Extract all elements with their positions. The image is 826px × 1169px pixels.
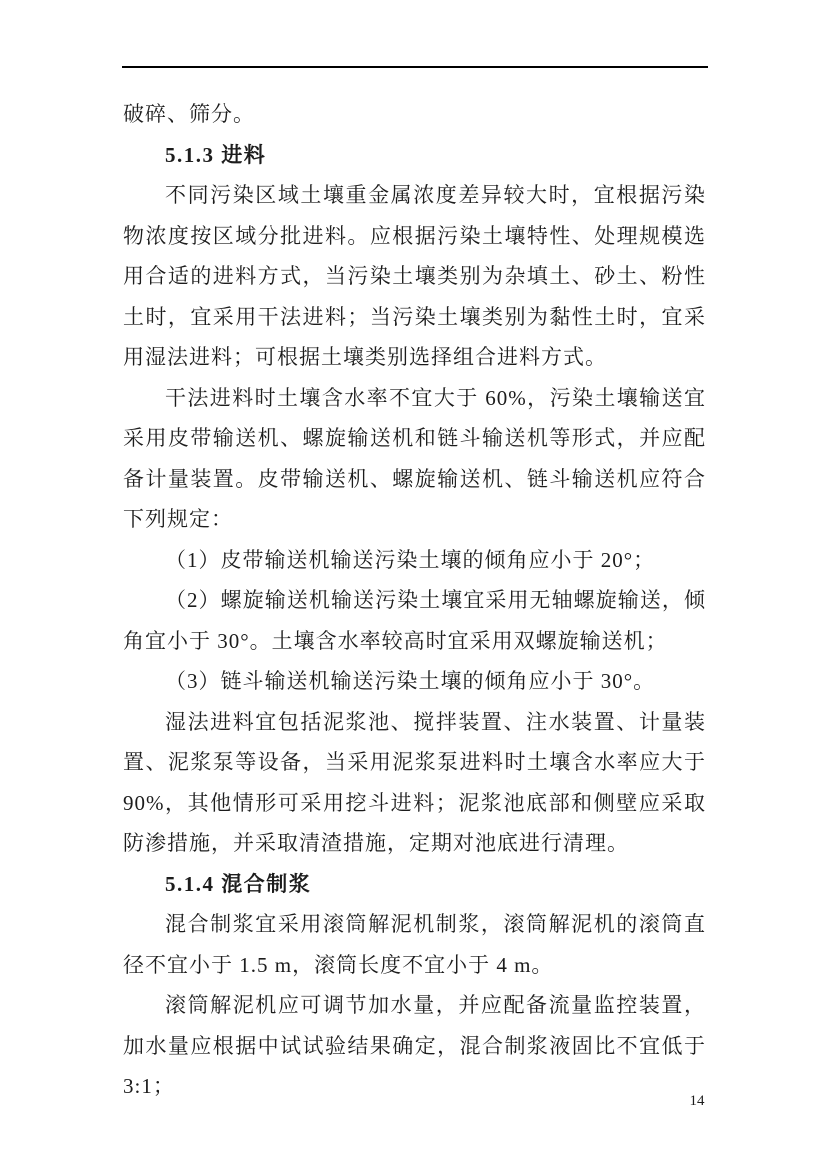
paragraph-wet-feeding: 湿法进料宜包括泥浆池、搅拌装置、注水装置、计量装置、泥浆泵等设备，当采用泥浆泵进料时土壤含水率应大于 90%，其他情形可采用挖斗进料；泥浆池底部和侧壁应采取防渗措施，并采取清渣措施，定期对池底进行清理。 — [123, 709, 706, 855]
list-item-3-chain-bucket-conveyor: （3）链斗输送机输送污染土壤的倾角应小于 30°。 — [165, 669, 656, 693]
paragraph-feeding-overview: 不同污染区域土壤重金属浓度差异较大时，宜根据污染物浓度按区域分批进料。应根据污染土壤特性、处理规模选用合适的进料方式，当污染土壤类别为杂填土、砂土、粉性土时，宜采用干法进料；当污染土壤类别为黏性土时，宜采用湿法进料；可根据土壤类别选择组合进料方式。 — [123, 183, 706, 369]
section-heading-5-1-4: 5.1.4 混合制浆 — [165, 871, 312, 896]
paragraph-water-adjustment: 滚筒解泥机应可调节加水量，并应配备流量监控装置，加水量应根据中试试验结果确定，混合制浆液固比不宜低于 3:1； — [123, 993, 706, 1098]
list-item-2-screw-conveyor: （2）螺旋输送机输送污染土壤宜采用无轴螺旋输送，倾角宜小于 30°。土壤含水率较高时宜采用双螺旋输送机； — [123, 588, 706, 653]
list-item-1-belt-conveyor: （1）皮带输送机输送污染土壤的倾角应小于 20°； — [165, 547, 656, 572]
header-rule — [122, 66, 708, 68]
paragraph-drum-slurry-maker: 混合制浆宜采用滚筒解泥机制浆，滚筒解泥机的滚筒直径不宜小于 1.5 m，滚筒长度不宜小于 4 m。 — [123, 912, 706, 977]
page-number: 14 — [689, 1093, 705, 1109]
document-body — [123, 94, 706, 1107]
paragraph-dry-feeding: 干法进料时土壤含水率不宜大于 60%，污染土壤输送宜采用皮带输送机、螺旋输送机和链斗输送机等形式，并应配备计量装置。皮带输送机、螺旋输送机、链斗输送机应符合下列规定： — [123, 385, 706, 531]
paragraph-continuation: 破碎、筛分。 — [123, 102, 255, 126]
section-heading-5-1-3: 5.1.3 进料 — [165, 142, 267, 167]
